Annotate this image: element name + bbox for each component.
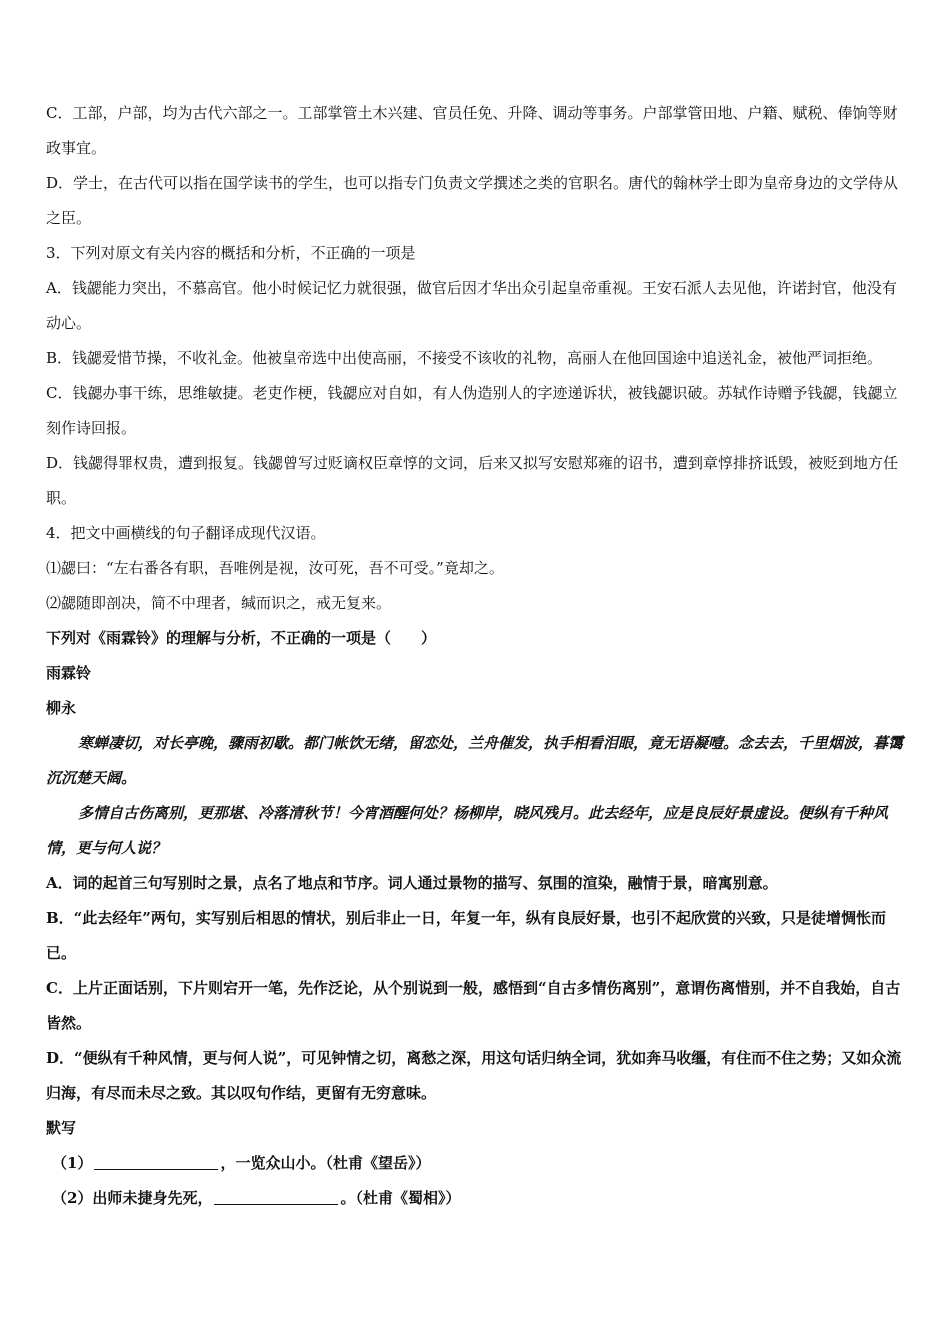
moxie-item-2-source: 。（杜甫《蜀相》） xyxy=(340,1189,461,1207)
poem-stanza-1: 寒蝉凄切，对长亭晚，骤雨初歇。都门帐饮无绪，留恋处，兰舟催发，执手相看泪眼，竟无语凝噎。念去去，千里烟波，暮霭沉沉楚天阔。 xyxy=(46,734,904,787)
q2-option-d: D．学士，在古代可以指在国学读书的学生，也可以指专门负责文学撰述之类的官职名。唐代的翰林学士即为皇帝身边的文学侍从之臣。 xyxy=(46,174,899,227)
yulinling-option-a: A．词的起首三句写别时之景，点名了地点和节序。词人通过景物的描写、氛围的渲染，融情于景，暗寓别意。 xyxy=(46,874,778,892)
moxie-item-2-blank[interactable] xyxy=(214,1189,338,1205)
q4-sentence-1: ⑴勰曰：“左右番各有职，吾唯例是视，汝可死，吾不可受。”竟却之。 xyxy=(46,559,504,577)
yulinling-option-c: C．上片正面话别，下片则宕开一笔，先作泛论，从个别说到一般，感悟到“自古多情伤离别”，意谓伤离惜别，并不自我始，自古皆然。 xyxy=(46,979,901,1032)
q3-option-c: C．钱勰办事干练，思维敏捷。老吏作梗，钱勰应对自如，有人伪造别人的字迹递诉状，被钱勰识破。苏轼作诗赠予钱勰，钱勰立刻作诗回报。 xyxy=(46,384,898,437)
moxie-item-1-text: ，一览众山小。（杜甫《望岳》） xyxy=(220,1154,431,1172)
yulinling-option-d: D．“便纵有千种风情，更与何人说”，可见钟情之切，离愁之深，用这句话归纳全词，犹如奔马收缰，有住而不住之势；又如众流归海，有尽而未尽之致。其以叹句作结，更留有无穷意味。 xyxy=(46,1049,902,1102)
q4-sentence-2: ⑵勰随即剖决，简不中理者，缄而识之，戒无复来。 xyxy=(46,594,392,612)
yulinling-option-b: B．“此去经年”两句，实写别后相思的情状，别后非止一日，年复一年，纵有良辰好景，也引不起欣赏的兴致，只是徒增惆怅而已。 xyxy=(46,909,886,962)
moxie-item-1-number: （1） xyxy=(52,1154,93,1172)
poem-author: 柳永 xyxy=(46,699,77,717)
poem-stanza-2: 多情自古伤离别，更那堪、冷落清秋节！今宵酒醒何处？杨柳岸，晓风残月。此去经年，应是良辰好景虚设。便纵有千种风情，更与何人说？ xyxy=(46,804,889,857)
q3-option-b: B．钱勰爱惜节操，不收礼金。他被皇帝选中出使高丽，不接受不该收的礼物，高丽人在他回国途中追送礼金，被他严词拒绝。 xyxy=(46,349,883,367)
poem-title: 雨霖铃 xyxy=(46,664,92,682)
q4-stem: 4．把文中画横线的句子翻译成现代汉语。 xyxy=(46,524,326,542)
moxie-heading: 默写 xyxy=(46,1119,77,1137)
q2-option-c: C．工部，户部，均为古代六部之一。工部掌管土木兴建、官员任免、升降、调动等事务。户部掌管田地、户籍、赋税、俸饷等财政事宜。 xyxy=(46,104,898,157)
moxie-item-2-text: （2）出师未捷身先死， xyxy=(52,1189,213,1207)
q3-option-a: A．钱勰能力突出，不慕高官。他小时候记忆力就很强，做官后因才华出众引起皇帝重视。王安石派人去见他，许诺封官，他没有动心。 xyxy=(46,279,897,332)
moxie-item-2 xyxy=(46,1181,906,1216)
moxie-item-1-blank[interactable] xyxy=(94,1154,218,1170)
yulinling-question: 下列对《雨霖铃》的理解与分析，不正确的一项是（ ） xyxy=(46,629,437,647)
exam-page xyxy=(46,96,906,1216)
moxie-item-1 xyxy=(46,1146,906,1181)
q3-option-d: D．钱勰得罪权贵，遭到报复。钱勰曾写过贬谪权臣章惇的文词，后来又拟写安慰郑雍的诏书，遭到章惇排挤诋毁，被贬到地方任职。 xyxy=(46,454,899,507)
q3-stem: 3．下列对原文有关内容的概括和分析，不正确的一项是 xyxy=(46,244,416,262)
